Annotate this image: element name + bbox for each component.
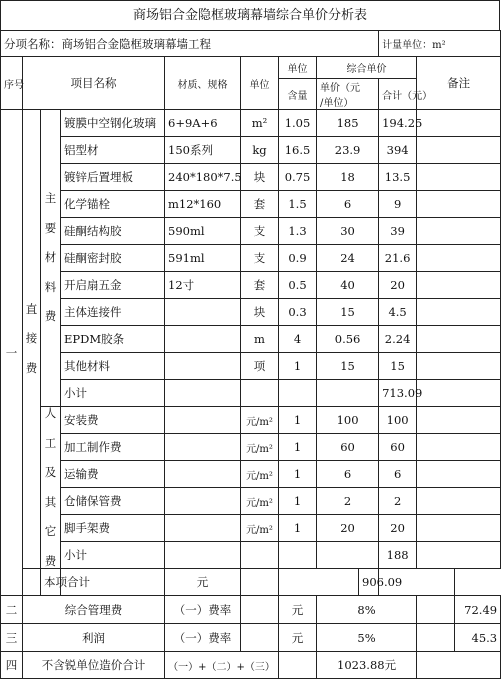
summary-name: 利润 — [23, 624, 165, 652]
item-total-value: 906.09 — [359, 569, 379, 596]
summary-rate: 8% — [317, 596, 417, 624]
group-direct-char: 直 — [25, 301, 38, 316]
material-name: 小计 — [61, 380, 165, 407]
subtitle-label: 分项名称： — [4, 36, 62, 51]
material-total: 4.5 — [379, 299, 417, 326]
header-qty-bottom: 含量 — [279, 79, 317, 110]
header-combo: 综合单价 — [317, 57, 417, 79]
material-price: 15 — [317, 299, 379, 326]
group-labor-char: 人 — [44, 406, 57, 420]
labor-unit: 元/m² — [241, 461, 279, 488]
labor-note — [417, 407, 501, 434]
material-qty: 1.5 — [279, 191, 317, 218]
material-spec: 591ml — [165, 245, 241, 272]
item-total-unit: 元 — [165, 569, 241, 596]
material-total: 394 — [379, 137, 417, 164]
material-total: 194.25 — [379, 110, 417, 137]
material-spec: 240*180*7.5 — [165, 164, 241, 191]
summary-name: 综合管理费 — [23, 596, 165, 624]
labor-note — [417, 515, 501, 542]
material-spec — [165, 353, 241, 380]
summary-rate: 5% — [317, 624, 417, 652]
labor-spec — [165, 515, 241, 542]
material-price: 24 — [317, 245, 379, 272]
analysis-table — [0, 30, 501, 679]
unit-label: 计量单位：m² — [379, 31, 501, 57]
material-spec — [165, 326, 241, 353]
labor-unit: 元/m² — [241, 407, 279, 434]
material-total: 20 — [379, 272, 417, 299]
header-item: 项目名称 — [23, 57, 165, 110]
labor-qty: 1 — [279, 515, 317, 542]
material-unit: 块 — [241, 164, 279, 191]
material-note — [417, 218, 501, 245]
material-name: 硅酮密封胶 — [61, 245, 165, 272]
material-qty: 1.05 — [279, 110, 317, 137]
summary-note: 72.49 — [455, 596, 501, 624]
material-unit: 项 — [241, 353, 279, 380]
material-unit — [241, 380, 279, 407]
final-value: 1023.88元 — [317, 652, 417, 679]
blank-cell — [23, 569, 41, 596]
labor-price: 60 — [317, 434, 379, 461]
header-spec: 材质、规格 — [165, 57, 241, 110]
labor-spec — [165, 488, 241, 515]
group-direct-char: 费 — [25, 360, 38, 375]
material-spec: m12*160 — [165, 191, 241, 218]
header-price-bottom: /单位） — [320, 98, 354, 109]
blank-cell — [241, 624, 279, 652]
material-total: 713.09 — [379, 380, 417, 407]
material-name: 主体连接件 — [61, 299, 165, 326]
header-seq: 序号 — [1, 57, 23, 110]
labor-unit: 元/m² — [241, 488, 279, 515]
labor-note — [417, 488, 501, 515]
material-name: 硅酮结构胶 — [61, 218, 165, 245]
material-name: 其他材料 — [61, 353, 165, 380]
material-qty: 4 — [279, 326, 317, 353]
group-direct — [23, 110, 41, 569]
blank-cell — [241, 569, 279, 596]
material-price: 15 — [317, 353, 379, 380]
material-unit: 套 — [241, 272, 279, 299]
material-unit: 支 — [241, 218, 279, 245]
group-main-char: 要 — [44, 220, 57, 235]
material-price: 30 — [317, 218, 379, 245]
material-total: 2.24 — [379, 326, 417, 353]
material-note — [417, 299, 501, 326]
summary-note: 45.3 — [455, 624, 501, 652]
material-spec — [165, 380, 241, 407]
material-total: 9 — [379, 191, 417, 218]
material-price — [317, 380, 379, 407]
labor-spec — [165, 407, 241, 434]
material-spec: 150系列 — [165, 137, 241, 164]
material-qty: 0.9 — [279, 245, 317, 272]
material-spec: 12寸 — [165, 272, 241, 299]
group-labor-char: 工 — [44, 435, 57, 450]
material-qty: 0.75 — [279, 164, 317, 191]
labor-name: 加工制作费 — [61, 434, 165, 461]
material-note — [417, 380, 501, 407]
labor-qty: 1 — [279, 461, 317, 488]
group-main-char: 材 — [44, 250, 57, 265]
material-note — [417, 272, 501, 299]
labor-qty: 1 — [279, 488, 317, 515]
summary-spec: （一）费率 — [165, 596, 241, 624]
material-unit: 块 — [241, 299, 279, 326]
labor-name: 运输费 — [61, 461, 165, 488]
material-unit: m — [241, 326, 279, 353]
labor-total: 2 — [379, 488, 417, 515]
labor-name: 仓储保管费 — [61, 488, 165, 515]
material-unit: 套 — [241, 191, 279, 218]
subtitle — [1, 31, 379, 57]
group-main-char: 主 — [44, 191, 57, 206]
summary-unit: 元 — [279, 596, 317, 624]
material-qty: 0.5 — [279, 272, 317, 299]
group-direct-char: 接 — [25, 331, 38, 346]
header-note: 备注 — [417, 57, 501, 110]
labor-total: 20 — [379, 515, 417, 542]
material-price: 23.9 — [317, 137, 379, 164]
labor-name: 脚手架费 — [61, 515, 165, 542]
blank-cell — [241, 596, 279, 624]
final-formula: （一）+（二）+（三） — [165, 652, 279, 679]
material-spec — [165, 299, 241, 326]
material-total: 13.5 — [379, 164, 417, 191]
labor-note — [417, 542, 501, 569]
material-note — [417, 110, 501, 137]
labor-total: 60 — [379, 434, 417, 461]
labor-total: 100 — [379, 407, 417, 434]
material-unit: kg — [241, 137, 279, 164]
summary-unit: 元 — [279, 624, 317, 652]
group-labor-char: 及 — [44, 465, 57, 479]
group-main-char: 料 — [44, 279, 57, 294]
blank-cell — [417, 624, 455, 652]
group-labor-char: 它 — [44, 524, 57, 538]
material-unit: m² — [241, 110, 279, 137]
material-name: 铝型材 — [61, 137, 165, 164]
labor-spec — [165, 542, 241, 569]
labor-total: 6 — [379, 461, 417, 488]
material-name: 化学锚栓 — [61, 191, 165, 218]
summary-seq: 三 — [1, 624, 23, 652]
labor-price: 6 — [317, 461, 379, 488]
labor-unit — [241, 542, 279, 569]
labor-qty: 1 — [279, 407, 317, 434]
material-unit: 支 — [241, 245, 279, 272]
summary-spec: （一）费率 — [165, 624, 241, 652]
material-total: 21.6 — [379, 245, 417, 272]
item-total-name: 本项合计 — [41, 569, 61, 596]
labor-name: 安装费 — [61, 407, 165, 434]
material-qty: 0.3 — [279, 299, 317, 326]
material-qty: 1 — [279, 353, 317, 380]
labor-price — [317, 542, 379, 569]
material-price: 0.56 — [317, 326, 379, 353]
material-name: 镀膜中空钢化玻璃 — [61, 110, 165, 137]
material-note — [417, 245, 501, 272]
labor-note — [417, 461, 501, 488]
summary-seq: 二 — [1, 596, 23, 624]
material-name: 开启扇五金 — [61, 272, 165, 299]
group-labor — [41, 407, 61, 569]
material-note — [417, 353, 501, 380]
material-qty: 1.3 — [279, 218, 317, 245]
header-unit: 单位 — [241, 57, 279, 110]
group-labor-char: 其 — [44, 494, 57, 509]
labor-spec — [165, 461, 241, 488]
material-qty: 16.5 — [279, 137, 317, 164]
material-spec: 590ml — [165, 218, 241, 245]
labor-price: 100 — [317, 407, 379, 434]
blank-cell — [279, 569, 359, 596]
labor-qty — [279, 542, 317, 569]
material-price: 185 — [317, 110, 379, 137]
group-main-char: 费 — [44, 309, 57, 324]
header-total: 合计（元） — [379, 79, 417, 110]
subtitle-value: 商场铝合金隐框玻璃幕墙工程 — [61, 36, 211, 51]
material-note — [417, 137, 501, 164]
labor-total: 188 — [379, 542, 417, 569]
material-price: 40 — [317, 272, 379, 299]
blank-cell — [417, 596, 455, 624]
labor-price: 2 — [317, 488, 379, 515]
labor-name: 小计 — [61, 542, 165, 569]
group-labor-char: 费 — [44, 553, 57, 568]
labor-unit: 元/m² — [241, 515, 279, 542]
final-seq: 四 — [1, 652, 23, 679]
header-price — [317, 79, 379, 110]
labor-unit: 元/m² — [241, 434, 279, 461]
material-name: EPDM胶条 — [61, 326, 165, 353]
material-total: 39 — [379, 218, 417, 245]
labor-qty: 1 — [279, 434, 317, 461]
header-price-top: 单价（元 — [320, 83, 360, 94]
material-note — [417, 191, 501, 218]
material-note — [417, 326, 501, 353]
material-price: 6 — [317, 191, 379, 218]
labor-price: 20 — [317, 515, 379, 542]
header-qty-top: 单位 — [279, 57, 317, 79]
sheet-title: 商场铝合金隐框玻璃幕墙综合单价分析表 — [0, 0, 500, 30]
material-note — [417, 164, 501, 191]
labor-spec — [165, 434, 241, 461]
group-one: 一 — [1, 110, 23, 596]
blank-cell — [417, 652, 501, 679]
material-price: 18 — [317, 164, 379, 191]
material-name: 镀锌后置埋板 — [61, 164, 165, 191]
material-spec: 6+9A+6 — [165, 110, 241, 137]
material-total: 15 — [379, 353, 417, 380]
labor-note — [417, 434, 501, 461]
material-qty — [279, 380, 317, 407]
blank-cell — [279, 652, 317, 679]
group-main — [41, 110, 61, 407]
final-name: 不含锐单位造价合计 — [23, 652, 165, 679]
